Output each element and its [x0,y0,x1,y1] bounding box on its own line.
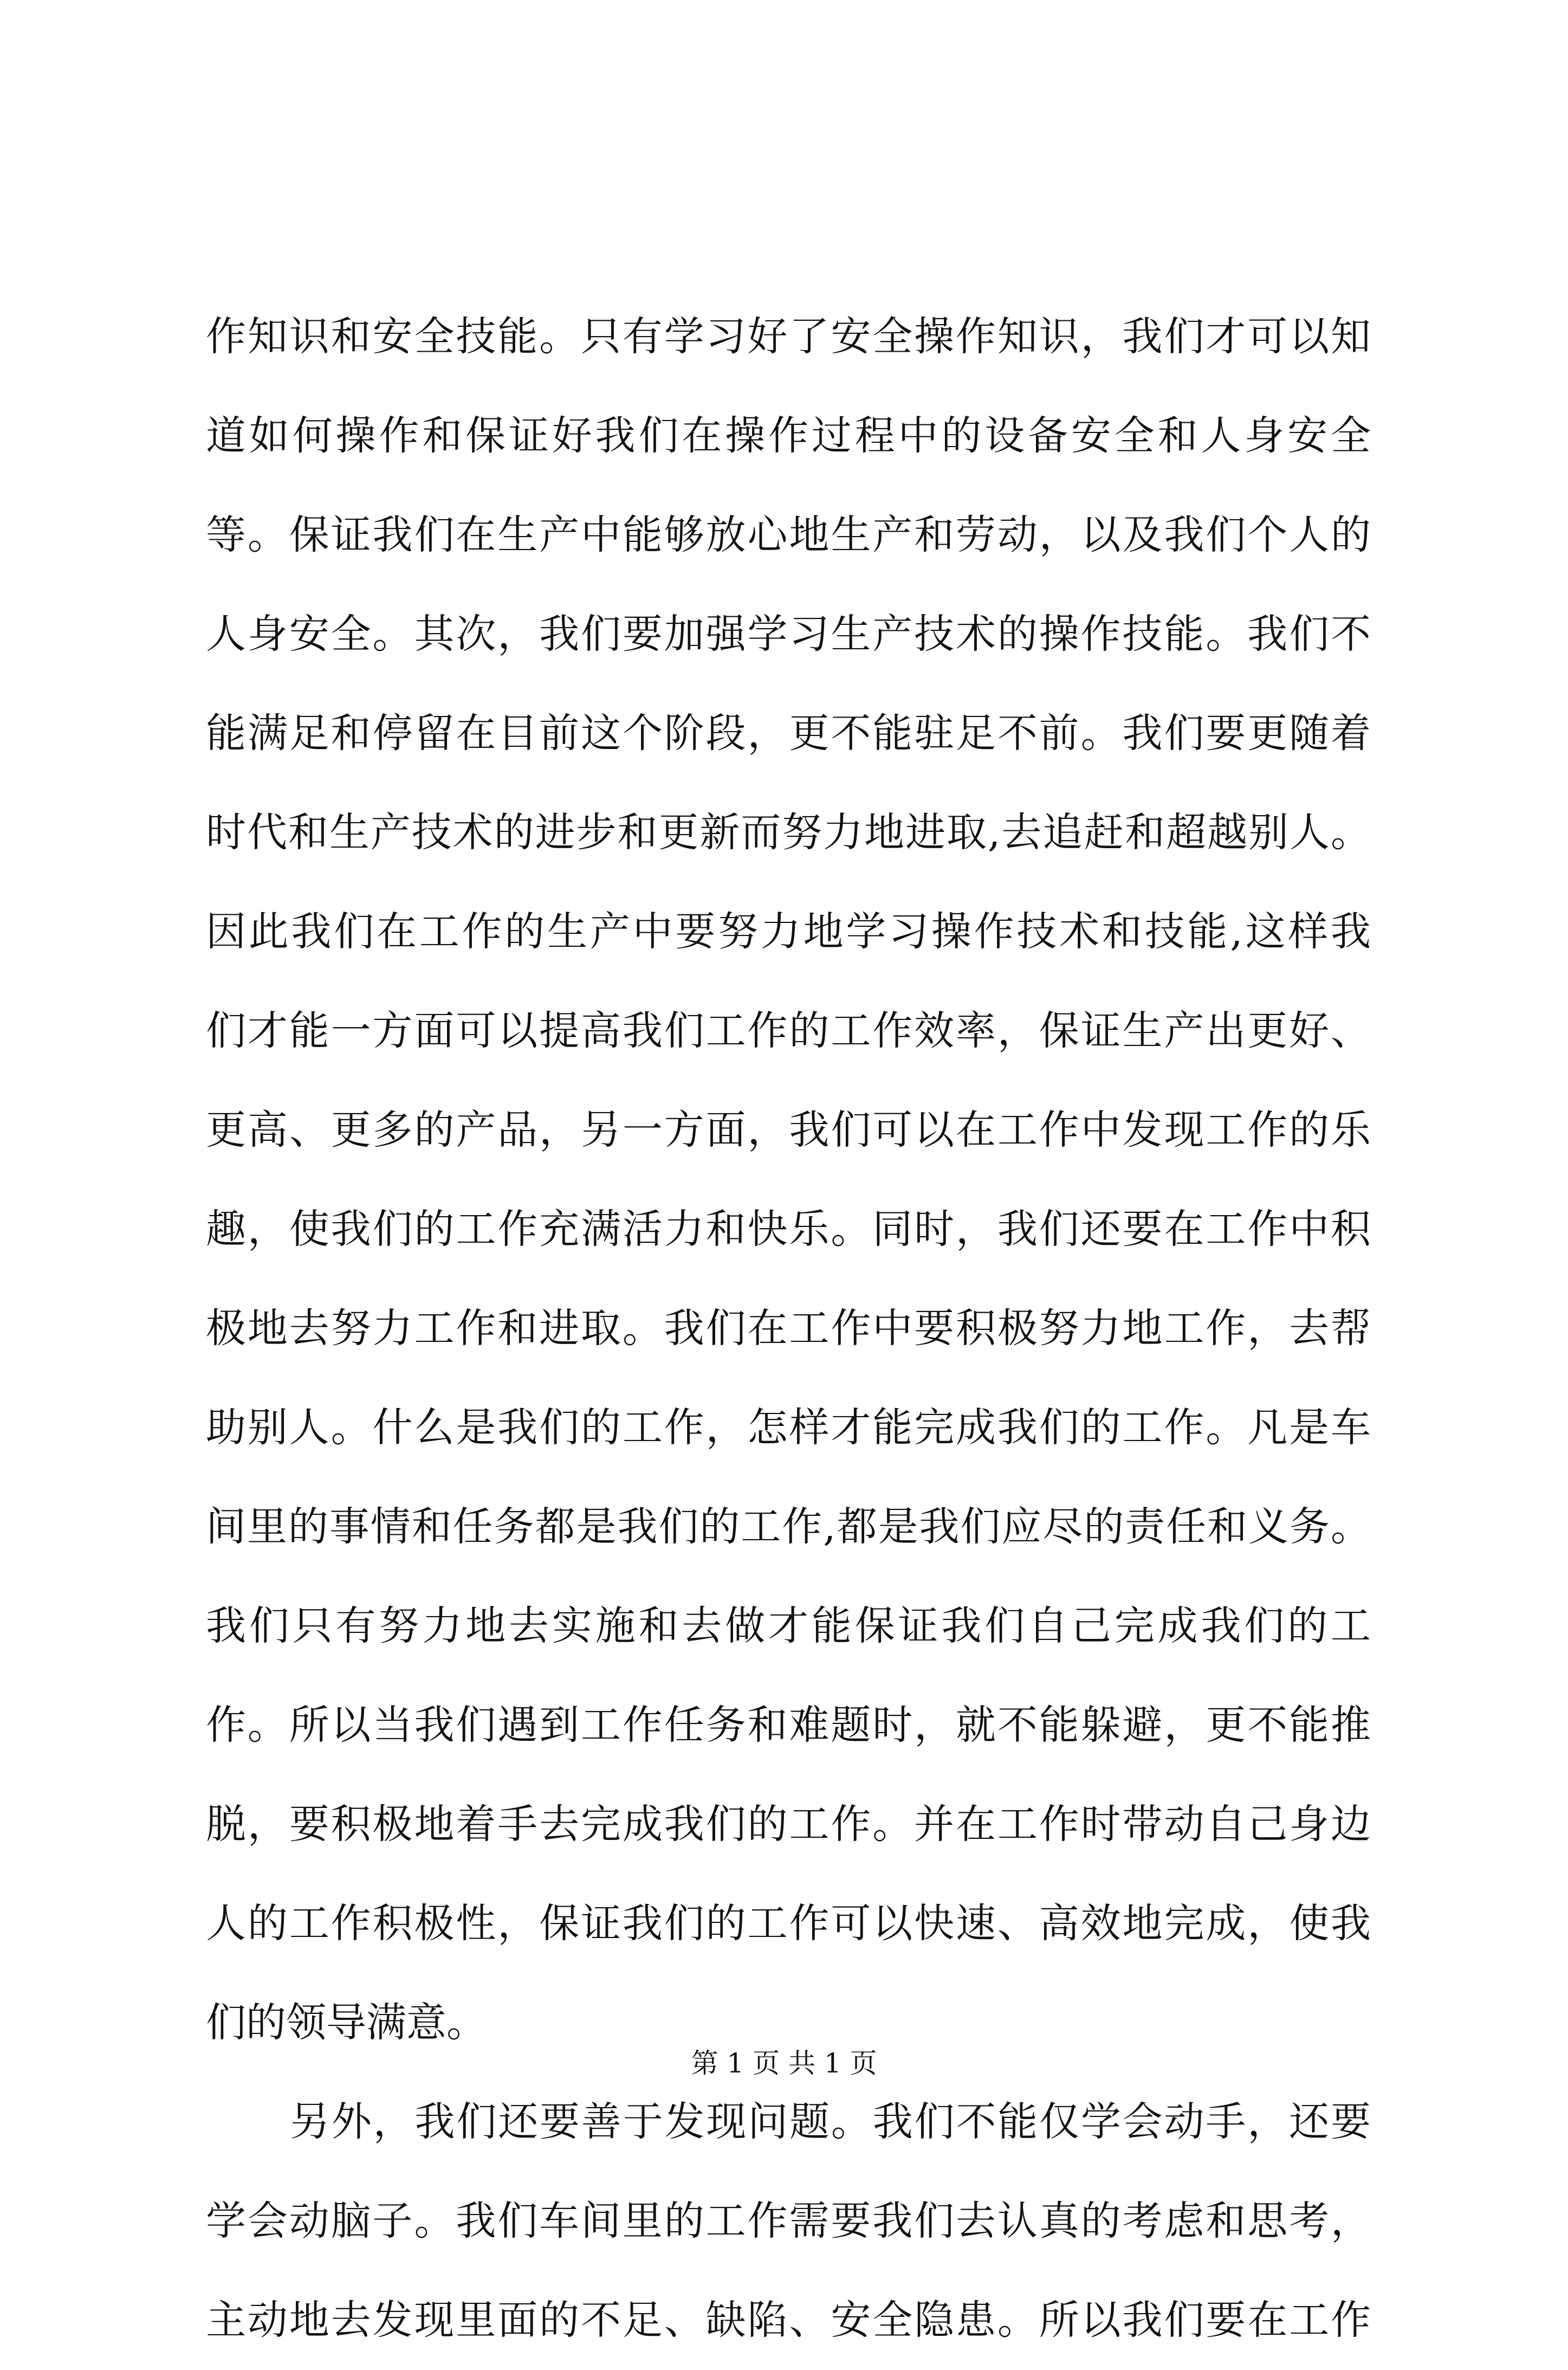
text-line: 时代和生产技术的进步和更新而努力地进取,去追赶和超越别人。 [206,809,1371,856]
text-line: 作。所以当我们遇到工作任务和难题时，就不能躲避，更不能推 [206,1702,1371,1748]
text-line: 极地去努力工作和进取。我们在工作中要积极努力地工作，去帮 [206,1305,1371,1352]
text-line: 们才能一方面可以提高我们工作的工作效率，保证生产出更好、 [206,1008,1371,1054]
text-line: 作知识和安全技能。只有学习好了安全操作知识，我们才可以知 [206,313,1371,360]
text-line: 道如何操作和保证好我们在操作过程中的设备安全和人身安全 [206,412,1371,459]
paragraph-end-line: 们的领导满意。 [206,1999,487,2046]
text-line: 等。保证我们在生产中能够放心地生产和劳动，以及我们个人的 [206,512,1371,558]
text-line: 脱，要积极地着手去完成我们的工作。并在工作时带动自己身边 [206,1801,1371,1848]
text-line: 趣，使我们的工作充满活力和快乐。同时，我们还要在工作中积 [206,1206,1371,1252]
text-line: 更高、更多的产品，另一方面，我们可以在工作中发现工作的乐 [206,1107,1371,1153]
text-line: 学会动脑子。我们车间里的工作需要我们去认真的考虑和思考， [206,2198,1371,2244]
text-line: 间里的事情和任务都是我们的工作,都是我们应尽的责任和义务。 [206,1503,1371,1550]
page-number-footer: 第 1 页 共 1 页 [691,2048,877,2079]
text-line: 人身安全。其次，我们要加强学习生产技术的操作技能。我们不 [206,611,1371,657]
text-line: 因此我们在工作的生产中要努力地学习操作技术和技能,这样我 [206,908,1371,955]
text-line: 人的工作积极性，保证我们的工作可以快速、高效地完成，使我 [206,1900,1371,1947]
text-line: 我们只有努力地去实施和去做才能保证我们自己完成我们的工 [206,1603,1371,1649]
text-line: 能满足和停留在目前这个阶段，更不能驻足不前。我们要更随着 [206,710,1371,757]
text-line: 助别人。什么是我们的工作，怎样才能完成我们的工作。凡是车 [206,1404,1371,1451]
text-line: 主动地去发现里面的不足、缺陷、安全隐患。所以我们要在工作 [206,2297,1371,2343]
paragraph-start-line: 另外，我们还要善于发现问题。我们不能仅学会动手，还要 [290,2098,1371,2145]
